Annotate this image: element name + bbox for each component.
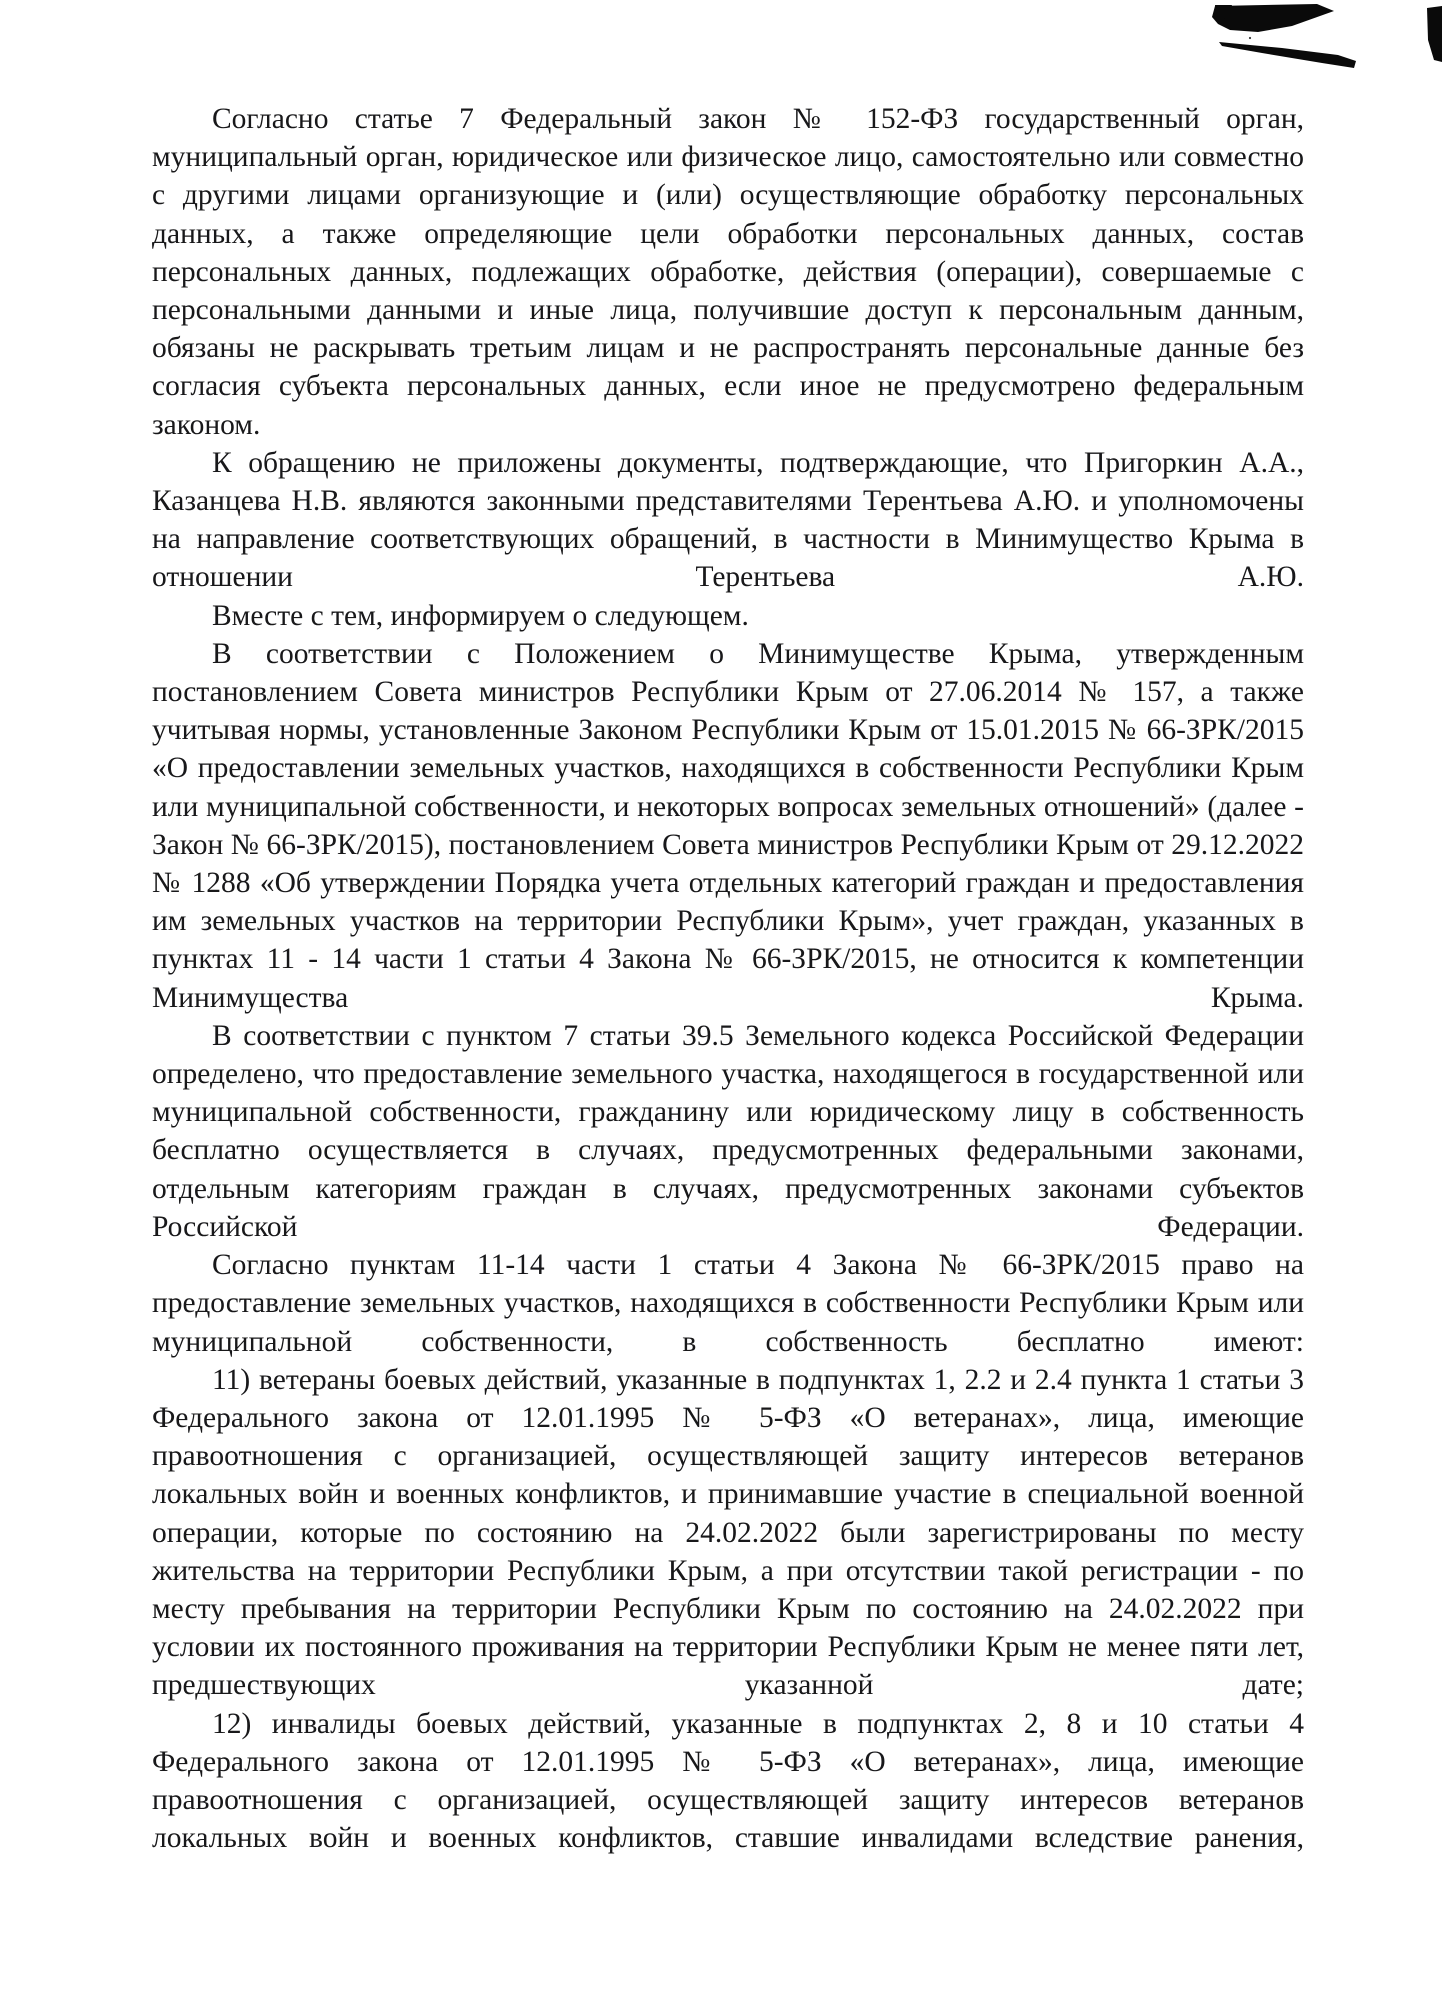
paragraph: В соответствии с Положением о Минимуществе Крыма, утвержденным постановлением Совета министров Республики Крым от 27.06.2014 № 157, а также учитывая нормы, установленные Законом Республики Крым от 15.01.2015 № 66-ЗРК/2015 «О предоставлении земельных участков, находящихся в собственности Республики Крым или муниципальной собственности, и некоторых вопросах земельных отношений» (далее - Закон № 66-ЗРК/2015), постановлением Совета министров Республики Крым от 29.12.2022 № 1288 «Об утверждении Порядка учета отдельных категорий граждан и предоставления им земельных участков на территории Республики Крым», учет граждан, указанных в пунктах 11 - 14 части 1 статьи 4 Закона № 66-ЗРК/2015, не относится к компетенции Минимущества Крыма. xyxy=(152,637,1304,1014)
document-text-body xyxy=(152,100,1304,1857)
paragraph: Согласно пунктам 11-14 части 1 статьи 4 Закона № 66-ЗРК/2015 право на предоставление земельных участков, находящихся в собственности Республики Крым или муниципальной собственности, в собственность бесплатно имеют: xyxy=(152,1249,1304,1358)
paragraph: Вместе с тем, информируем о следующем. xyxy=(212,599,749,632)
list-item-12: 12) инвалиды боевых действий, указанные в подпунктах 2, 8 и 10 статьи 4 Федерального закона от 12.01.1995 № 5-ФЗ «О ветеранах», лица, имеющие правоотношения с организацией, осуществляющей защиту интересов ветеранов локальных войн и военных конфликтов, ставшие инвалидами вследствие ранения, xyxy=(152,1707,1304,1855)
list-item-11: 11) ветераны боевых действий, указанные в подпунктах 1, 2.2 и 2.4 пункта 1 статьи 3 Федерального закона от 12.01.1995 № 5-ФЗ «О ветеранах», лица, имеющие правоотношения с организацией, осуществляющей защиту интересов ветеранов локальных войн и военных конфликтов, и принимавшие участие в специальной военной операции, которые по состоянию на 24.02.2022 были зарегистрированы по месту жительства на территории Республики Крым, а при отсутствии такой регистрации - по месту пребывания на территории Республики Крым по состоянию на 24.02.2022 при условии их постоянного проживания на территории Республики Крым не менее пяти лет, предшествующих указанной дате; xyxy=(152,1363,1304,1702)
paragraph: В соответствии с пунктом 7 статьи 39.5 Земельного кодекса Российской Федерации определено, что предоставление земельного участка, находящегося в государственной или муниципальной собственности, гражданину или юридическому лицу в собственность бесплатно осуществляется в случаях, предусмотренных федеральными законами, отдельным категориям граждан в случаях, предусмотренных законами субъектов Российской Федерации. xyxy=(152,1019,1304,1243)
paragraph: Согласно статье 7 Федеральный закон № 152-ФЗ государственный орган, муниципальный орган, юридическое или физическое лицо, самостоятельно или совместно с другими лицами организующие и (или) осуществляющие обработку персональных данных, а также определяющие цели обработки персональных данных, состав персональных данных, подлежащих обработке, действия (операции), совершаемые с персональными данными и иные лица, получившие доступ к персональным данным, обязаны не раскрывать третьим лицам и не распространять персональные данные без согласия субъекта персональных данных, если иное не предусмотрено федеральным законом. xyxy=(152,103,1304,441)
paragraph: К обращению не приложены документы, подтверждающие, что Пригоркин А.А., Казанцева Н.В. являются законными представителями Терентьева А.Ю. и уполномочены на направление соответствующих обращений, в частности в Минимущество Крыма в отношении Терентьева А.Ю. xyxy=(152,446,1304,594)
scan-smudge-artifact xyxy=(1142,0,1442,90)
